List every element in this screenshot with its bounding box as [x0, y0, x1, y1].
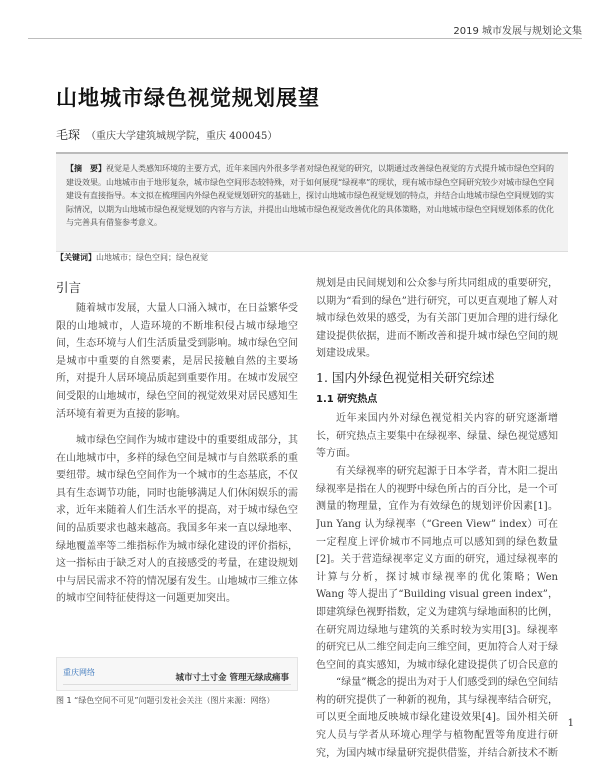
abstract-label: 【摘 要】: [66, 163, 106, 173]
left-column-body: [56, 300, 298, 676]
section-1-heading: 1. 国内外绿色视觉相关研究综述: [316, 370, 495, 385]
figure-caption: 图 1 “绿色空间不可见”问题引发社会关注（图片来源：网络）: [56, 696, 275, 705]
section-1-1-paragraph-3: “绿量”概念的提出为对于人们感受到的绿色空间结构的研究提供了一种新的视角，其与绿视率结合研究，可以更全面地反映城市绿化建设效果[4]。国外相关研究人员与学者从环境心理学与植物配置等角度进行研究，为国内城市绿量研究提供借鉴，并结合新技术不断: [316, 677, 558, 759]
figure-headline: 城市寸土寸金 管理无绿成痛事: [175, 673, 289, 683]
figure-image: [56, 657, 298, 691]
abstract-text: 视觉是人类感知环境的主要方式，近年来国内外很多学者对绿色视觉的研究，以期通过改善绿色视觉的方式提升城市绿色空间的建设效果。山地城市由于地形复杂，城市绿色空间形态较特殊，对于如何展现“绿视率”的现状，现有城市绿色空间研究较少对城市绿色空间建设有直接指导。本文拟在梳理国内外绿色视觉规划研究的基础上，探讨山地城市绿色视觉规划的特点，并结合山地城市绿色空间规划的实际情况，以期为山地城市绿色视觉规划的内容与方法，并提出山地城市绿色视觉改善优化的具体策略，对山地城市绿色空间规划体系的优化与完善具有借鉴参考意义。: [66, 164, 555, 227]
right-paragraph-0: 规划是由民间规划和公众参与所共同组成的重要研究，以期为“看到的绿色”进行研究，可以更直观地了解人对城市绿色效果的感受，为有关部门更加合理的进行绿化建设提供依据，进而不断改善和提升城市绿色空间的规划建设成果。: [316, 278, 558, 360]
keywords-line: [56, 252, 208, 263]
figure-rule: [63, 684, 291, 685]
intro-paragraph-2: 城市绿色空间作为城市建设中的重要组成部分，其在山地城市中，多样的绿色空间是城市与自然联系的重要纽带。城市绿色空间作为一个城市的生态基底，不仅具有生态调节功能，同时也能够满足人们休闲娱乐的需求，近年来随着人们生活水平的提高，对于城市绿色空间的品质要求也越来越高。我国多年来一直以绿地率、绿地覆盖率等二维指标作为城市绿化建设的评价指标，这一指标由于缺乏对人的直接感受的考量，在建设规划中与居民需求不符的情况屡有发生。山地城市三维立体的城市空间特征使得这一问题更加突出。: [56, 435, 298, 605]
section-1-1-heading: 1.1 研究热点: [316, 393, 378, 405]
section-1-1-paragraph-2: 有关绿视率的研究起源于日本学者，青木阳二提出绿视率是指在人的视野中绿色所占的百分比，是一个可测量的物理量，宜作为有效绿色的规划评价因素[1]。Jun Yang 认为绿视率（“Green View” index）可在一定程度上评价城市不同地点可以感知到的绿色数量[2]。关于营造绿视率定义方面的研究，通过绿视率的计算与分析，探讨城市绿视率的优化策略；Wen Wang 等人提出了“Building visual green index”，即建筑绿色视野指数，定义为建筑与绿地面积的比例，在研究周边绿地与建筑的关系时较为实用[3]。绿视率的研究已从二维空间走向三维空间，更加符合人对于绿色空间的真实感知，为城市绿化建设提供了切合民意的: [316, 466, 558, 671]
article-title: 山地城市绿色视觉规划展望: [56, 86, 320, 110]
page-number: 1: [567, 718, 574, 729]
left-column: [56, 278, 298, 676]
right-column-body: [316, 275, 558, 762]
author-affiliation: （重庆大学建筑城规学院，重庆 400045）: [86, 131, 278, 142]
intro-heading: 引言: [56, 280, 82, 295]
figure-logo: 重庆网络: [63, 668, 95, 677]
header-divider: [28, 38, 582, 39]
running-title: 2019 城市发展与规划论文集: [453, 26, 582, 37]
right-column: [316, 275, 558, 762]
keywords-label: 【关键词】: [56, 252, 96, 262]
author-name: 毛琛: [56, 128, 81, 142]
section-1-1-paragraph-1: 近年来国内外对绿色视觉相关内容的研究逐渐增长，研究热点主要集中在绿视率、绿量、绿色视觉感知等方面。: [316, 413, 558, 460]
author-line: [56, 126, 277, 143]
intro-paragraph-1: 随着城市发展，大量人口涌入城市，在日益繁华受限的山地城市，人造环境的不断堆积侵占城市绿地空间，生态环境与人们生活质量受到影响。城市绿色空间是城市中重要的自然要素，是居民接触自然的主要场所，对提升人居环境品质起到重要作用。在城市发展空间受限的山地城市，绿色空间的视觉效果对居民感知生活环境有着更为直接的影响。: [56, 303, 298, 420]
keywords-text: 山地城市；绿色空间；绿色视觉: [96, 253, 208, 262]
abstract-box: [56, 152, 568, 252]
